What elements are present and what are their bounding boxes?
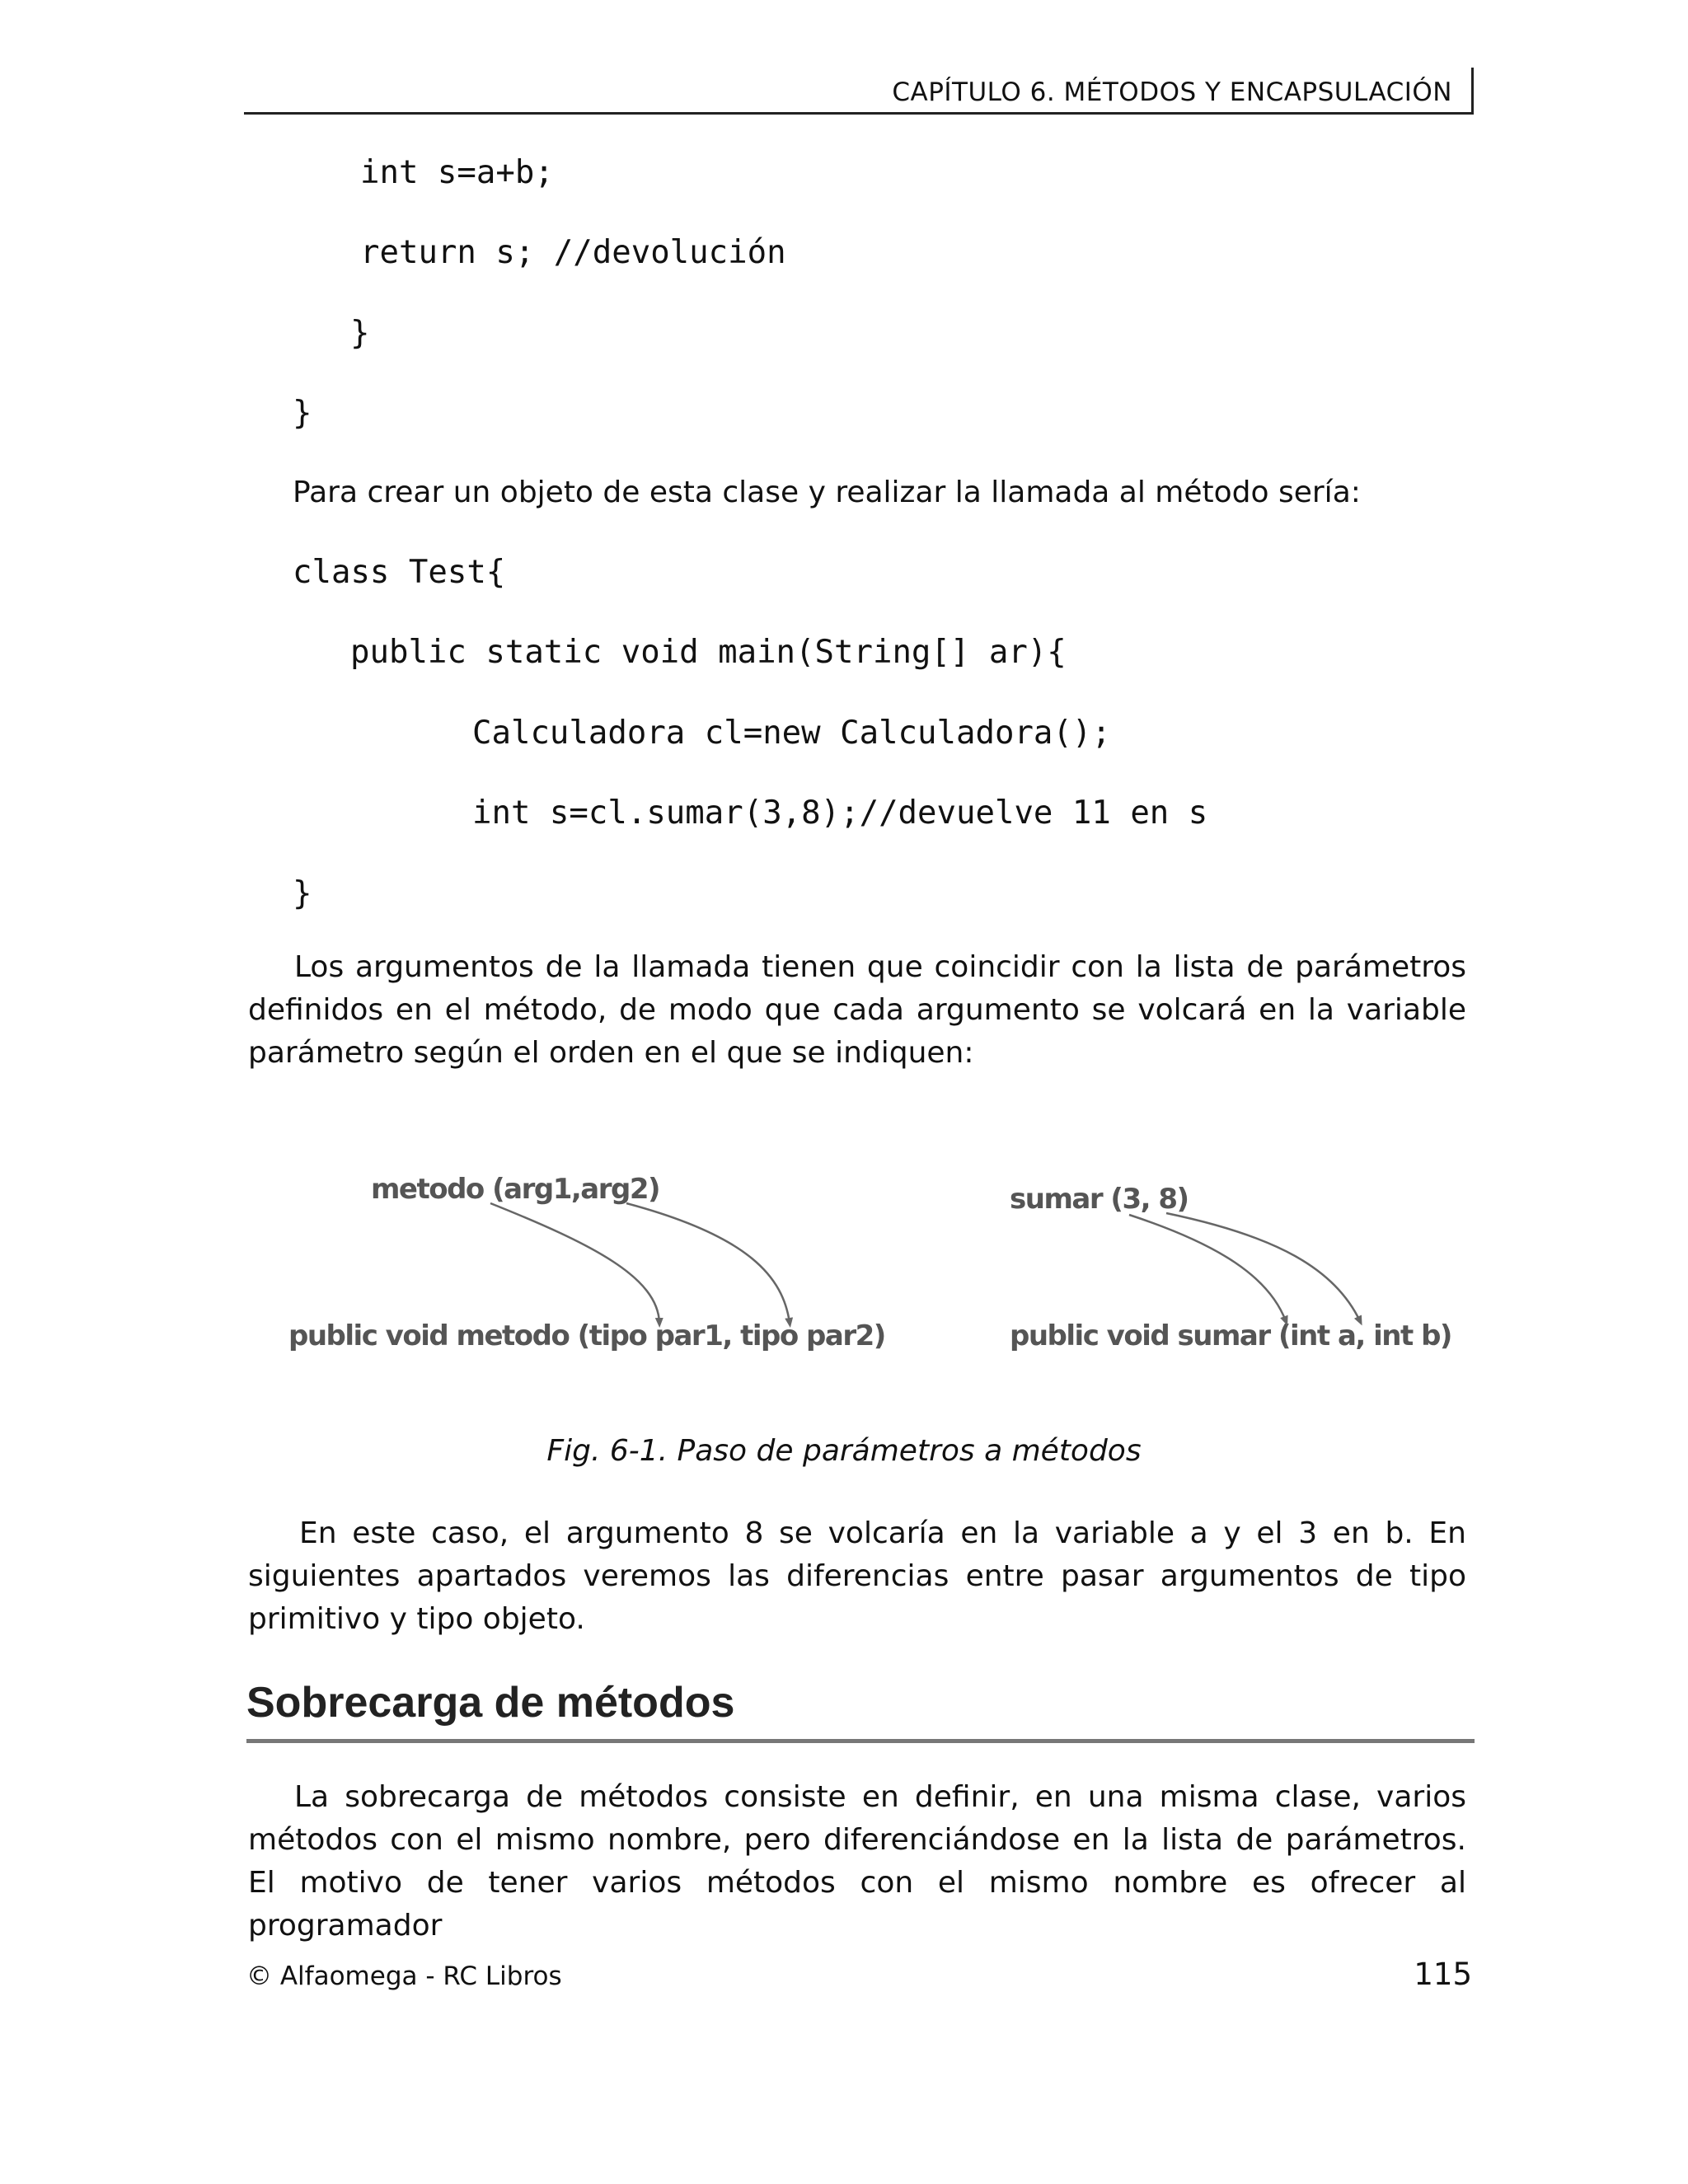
diagram-right-declaration: public void sumar (int a, int b) (1010, 1319, 1451, 1352)
code-line: return s; //devolución (360, 234, 786, 271)
header-vertical-rule (1471, 68, 1474, 112)
arrow-3-to-a (1129, 1215, 1286, 1321)
section-title: Sobrecarga de métodos (246, 1679, 735, 1727)
paragraph-case-text: En este caso, el argumento 8 se volcaría en la variable a y el 3 en b. En siguientes apartados veremos las diferencias entre pasar argumentos de tipo primitivo y tipo objeto. (248, 1516, 1466, 1636)
code-line: Calculadora cl=new Calculadora(); (472, 715, 1111, 752)
figure-parameter-passing (272, 1154, 1459, 1393)
parameter-passing-diagram (272, 1154, 1459, 1393)
figure-caption: Fig. 6-1. Paso de parámetros a métodos (546, 1434, 1142, 1468)
paragraph-case (248, 1512, 1466, 1641)
paragraph-arguments-text: Los argumentos de la llamada tienen que coincidir con la lista de parámetros definidos en el método, de modo que cada argumento se volcará en la variable parámetro según el orden en el que se indiquen: (248, 950, 1466, 1070)
code-line: public static void main(String[] ar){ (350, 634, 1067, 671)
diagram-right-call: sumar (3, 8) (1010, 1183, 1189, 1216)
code-line: int s=cl.sumar(3,8);//devuelve 11 en s (472, 794, 1208, 832)
chapter-title: CAPÍTULO 6. MÉTODOS Y ENCAPSULACIÓN (892, 77, 1452, 107)
footer-copyright: © Alfaomega - RC Libros (246, 1961, 562, 1991)
code-line: int s=a+b; (360, 154, 554, 191)
code-line: } (350, 315, 370, 352)
paragraph-arguments (248, 946, 1466, 1075)
paragraph-intro: Para crear un objeto de esta clase y realizar la llamada al método sería: (293, 476, 1361, 509)
section-heading (246, 1681, 1475, 1743)
diagram-left-declaration: public void metodo (tipo par1, tipo par2) (288, 1319, 885, 1352)
code-line: class Test{ (293, 554, 506, 591)
arrow-arg1-to-par1 (490, 1203, 659, 1323)
paragraph-overload (248, 1776, 1466, 1947)
arrow-arg2-to-par2 (626, 1203, 790, 1323)
code-line: } (293, 395, 312, 432)
code-line: } (293, 875, 312, 912)
paragraph-overload-text: La sobrecarga de métodos consiste en definir, en una misma clase, varios métodos con el mismo nombre, pero diferenciándose en la lista de parámetros. El motivo de tener varios métodos con el mismo nombre es ofrecer al programador (248, 1780, 1466, 1943)
diagram-left-call: metodo (arg1,arg2) (371, 1173, 660, 1206)
page-number: 115 (1414, 1957, 1472, 1992)
arrow-8-to-b (1166, 1213, 1360, 1321)
running-head (244, 73, 1474, 115)
